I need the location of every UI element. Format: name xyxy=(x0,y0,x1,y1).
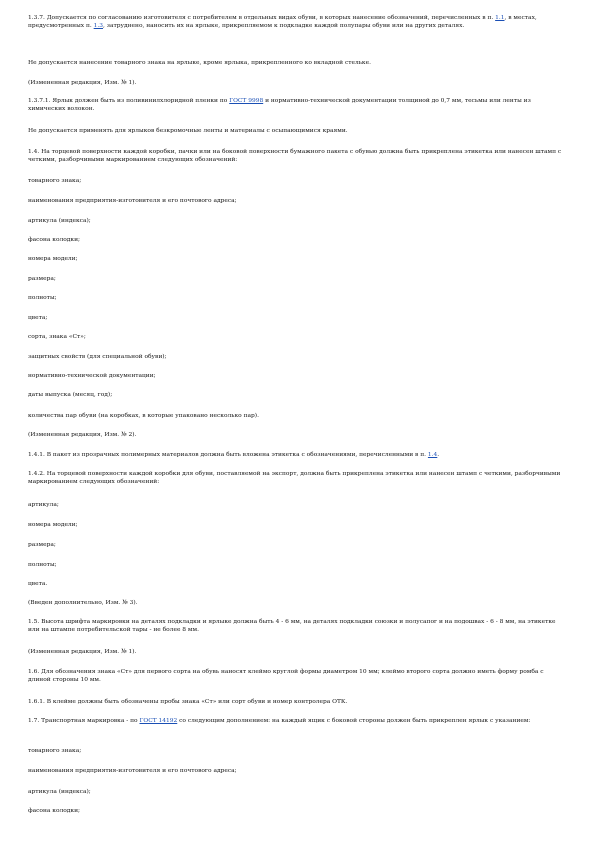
paragraph-text: 1.6.1. В клейме должны быть обозначены пробы знака «Ст» или сорт обуви и номер контролера ОТК. xyxy=(28,699,348,705)
paragraph xyxy=(28,79,566,87)
document-link[interactable]: ГОСТ 9998 xyxy=(229,98,264,104)
paragraph xyxy=(28,314,566,322)
paragraph-text: полноты; xyxy=(28,295,57,301)
document-link[interactable]: ГОСТ 14192 xyxy=(139,718,178,724)
paragraph-text: фасона колодки; xyxy=(28,237,81,243)
paragraph xyxy=(28,470,566,487)
paragraph-text: товарного знака; xyxy=(28,748,82,754)
paragraph xyxy=(28,599,566,607)
paragraph-text: номера модели; xyxy=(28,256,78,262)
paragraph-text: артикула; xyxy=(28,502,59,508)
paragraph-text: 1.3.7. Допускается по согласованию изготовителя с потребителем в отдельных видах обуви, в которых нанесение обозначений, перечисленных в п. xyxy=(28,15,496,21)
paragraph xyxy=(28,698,566,706)
paragraph xyxy=(28,747,566,755)
paragraph-text: , в местах, предусмотренных п. xyxy=(28,15,537,30)
paragraph xyxy=(28,412,566,420)
paragraph xyxy=(28,59,566,67)
paragraph-text: полноты; xyxy=(28,562,57,568)
paragraph-text: 1.3.7.1. Ярлык должен быть из поливинилхлоридной пленки по xyxy=(28,98,230,104)
paragraph xyxy=(28,501,566,509)
paragraph-text: наименования предприятия-изготовителя и его почтового адреса; xyxy=(28,768,237,774)
paragraph-text: 1.4.1. В пакет из прозрачных полимерных материалов должна быть вложена этикетка с обозначениями, перечисленными в п. xyxy=(28,452,428,458)
paragraph-text: размера; xyxy=(28,542,56,548)
paragraph xyxy=(28,451,566,459)
paragraph-text: и нормативно-технической документации толщиной до 0,7 мм, тесьмы или ленты из химических волокон. xyxy=(28,98,531,113)
paragraph-text: (Измененная редакция, Изм. № 1). xyxy=(28,649,137,655)
paragraph-text: нормативно-технической документации; xyxy=(28,373,156,379)
paragraph xyxy=(28,717,566,725)
paragraph xyxy=(28,197,566,205)
paragraph-text: Не допускается нанесение товарного знака на ярлыке, кроме ярлыка, прикрепленного ко вкладной стельке. xyxy=(28,60,371,66)
paragraph xyxy=(28,767,566,775)
paragraph-text: размера; xyxy=(28,276,56,282)
paragraph xyxy=(28,372,566,380)
paragraph-text: фасона колодки; xyxy=(28,808,81,814)
paragraph xyxy=(28,391,566,399)
paragraph-text: 1.4.2. На торцевой поверхности каждой коробки для обуви, поставляемой на экспорт, должна быть прикреплена этикетка или нанесен штамп с четкими, разборчивыми маркированием следующих обозначений: xyxy=(28,471,561,486)
paragraph-text: . xyxy=(437,452,440,458)
paragraph xyxy=(28,431,566,439)
paragraph-text: (Введен дополнительно, Изм. № 3). xyxy=(28,600,138,606)
paragraph-text: товарного знака; xyxy=(28,178,82,184)
document-link[interactable]: 1.4 xyxy=(427,452,438,458)
paragraph xyxy=(28,668,566,685)
paragraph-text: (Измененная редакция, Изм. № 2). xyxy=(28,432,137,438)
paragraph xyxy=(28,788,566,796)
paragraph xyxy=(28,236,566,244)
paragraph-text: , затруднено, наносить их на ярлыке, прикрепляемом к подкладке каждой полупары обуви или на других деталях. xyxy=(103,23,465,30)
paragraph xyxy=(28,561,566,569)
document-link[interactable]: 1.1 xyxy=(495,15,505,21)
paragraph xyxy=(28,14,566,31)
paragraph-text: со следующим дополнением: на каждый ящик с боковой стороны должен быть прикреплен ярлык с указанием: xyxy=(177,718,531,724)
paragraph xyxy=(28,580,566,588)
paragraph xyxy=(28,807,566,815)
paragraph-text: наименования предприятия-изготовителя и его почтового адреса; xyxy=(28,198,237,204)
paragraph-text: 1.7. Транспортная маркировка - по xyxy=(28,718,140,724)
paragraph-text: 1.5. Высота шрифта маркировки на деталях подкладки и ярлыке должна быть 4 - 6 мм, на деталях подкладки союзки и полусапог и на подошвах - 6 - 8 мм, на этикетке или на штампе потребительской тары - не более 8 мм. xyxy=(28,619,556,634)
paragraph xyxy=(28,294,566,302)
paragraph xyxy=(28,618,566,635)
paragraph xyxy=(28,333,566,341)
paragraph-text: 1.6. Для обозначения знака «Ст» для первого сорта на обувь наносят клеймо круглой формы диаметром 10 мм; клеймо второго сорта должно иметь форму ромба с длиной стороны 10 мм. xyxy=(28,669,544,684)
paragraph-text: количества пар обуви (на коробках, в которые упаковано несколько пар). xyxy=(28,413,259,419)
paragraph-text: артикула (индекса); xyxy=(28,218,91,224)
paragraph xyxy=(28,541,566,549)
paragraph xyxy=(28,648,566,656)
paragraph xyxy=(28,97,566,114)
paragraph xyxy=(28,255,566,263)
paragraph-text: даты выпуска (месяц, год); xyxy=(28,392,113,398)
paragraph xyxy=(28,353,566,361)
paragraph xyxy=(28,177,566,185)
paragraph xyxy=(28,127,566,135)
paragraph xyxy=(28,275,566,283)
paragraph-text: артикула (индекса); xyxy=(28,789,91,795)
paragraph-text: сорта, знака «Ст»; xyxy=(28,334,86,340)
paragraph xyxy=(28,217,566,225)
paragraph-text: 1.4. На торцевой поверхности каждой коробки, пачки или на боковой поверхности бумажного пакета с обувью должна быть прикреплена этикетка или нанесен штамп с четкими, разборчивыми маркированием следующих обозначений: xyxy=(28,149,562,164)
paragraph xyxy=(28,521,566,529)
paragraph-text: цвета; xyxy=(28,315,48,321)
paragraph-text: Не допускается применять для ярлыков безкромочные ленты и материалы с осыпающимися краями. xyxy=(28,128,348,134)
paragraph-text: цвета. xyxy=(28,581,48,587)
paragraph-text: (Измененная редакция, Изм. № 1). xyxy=(28,80,137,86)
paragraph xyxy=(28,148,566,165)
document-link[interactable]: 1.3 xyxy=(93,23,104,30)
paragraph-text: защитных свойств (для специальной обуви); xyxy=(28,354,167,360)
paragraph-text: номера модели; xyxy=(28,522,78,528)
